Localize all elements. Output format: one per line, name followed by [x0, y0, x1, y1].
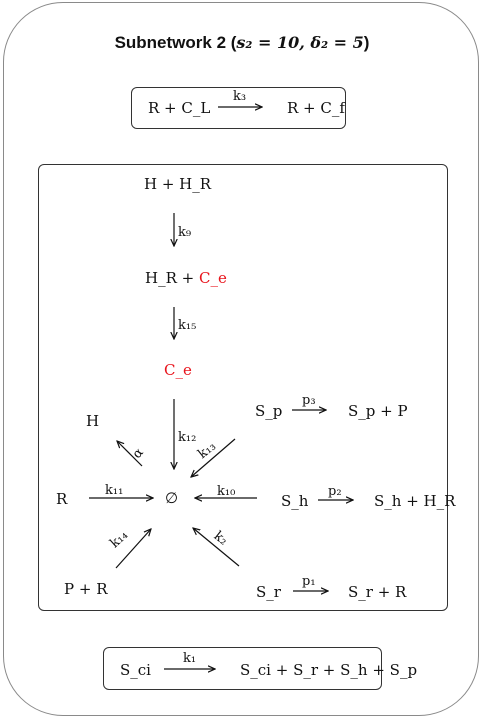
diagram-title [0, 33, 484, 53]
rate-p2: p₂ [328, 484, 342, 499]
node-ce-highlight: C_e [198, 269, 227, 287]
node-p-r: P + R [64, 580, 108, 598]
node-sr-r: S_r + R [348, 583, 407, 601]
title-parameters: s₂ = 10, δ₂ = 5 [236, 33, 364, 52]
node-sci-products: S_ci + S_r + S_h + S_p [240, 661, 418, 679]
rate-k11: k₁₁ [105, 483, 124, 498]
node-hr-ce [145, 269, 227, 287]
rate-p3: p₃ [302, 393, 316, 408]
node-sr: S_r [256, 583, 281, 601]
node-r: R [56, 490, 68, 508]
node-empty-set: ∅ [165, 489, 179, 507]
node-hr-part: H_R + [145, 269, 199, 287]
rate-alpha: α [129, 445, 147, 462]
rate-k15: k₁₅ [178, 318, 197, 333]
node-h: H [86, 412, 100, 430]
node-sci: S_ci [120, 661, 151, 679]
rate-k3: k₃ [233, 89, 247, 104]
title-prefix: Subnetwork 2 ( [114, 33, 237, 52]
rate-k14: k₁₄ [107, 527, 131, 552]
title-suffix: ) [363, 33, 370, 52]
node-sp: S_p [255, 402, 283, 420]
rate-k13: k₁₃ [195, 438, 219, 463]
reaction-box-main [38, 164, 448, 611]
node-ce: C_e [164, 361, 192, 379]
node-sh: S_h [281, 492, 309, 510]
node-sp-p: S_p + P [348, 402, 408, 420]
rate-k12: k₁₂ [178, 430, 197, 445]
node-r-cf: R + C_f [287, 99, 345, 117]
rate-k10: k₁₀ [217, 484, 236, 499]
rate-k2: k₂ [210, 528, 231, 549]
node-sh-hr: S_h + H_R [374, 492, 456, 510]
rate-k9: k₉ [178, 225, 192, 240]
node-h-hr: H + H_R [144, 175, 212, 193]
rate-p1: p₁ [302, 574, 316, 589]
rate-k1: k₁ [183, 651, 197, 666]
node-r-cl: R + C_L [148, 99, 211, 117]
